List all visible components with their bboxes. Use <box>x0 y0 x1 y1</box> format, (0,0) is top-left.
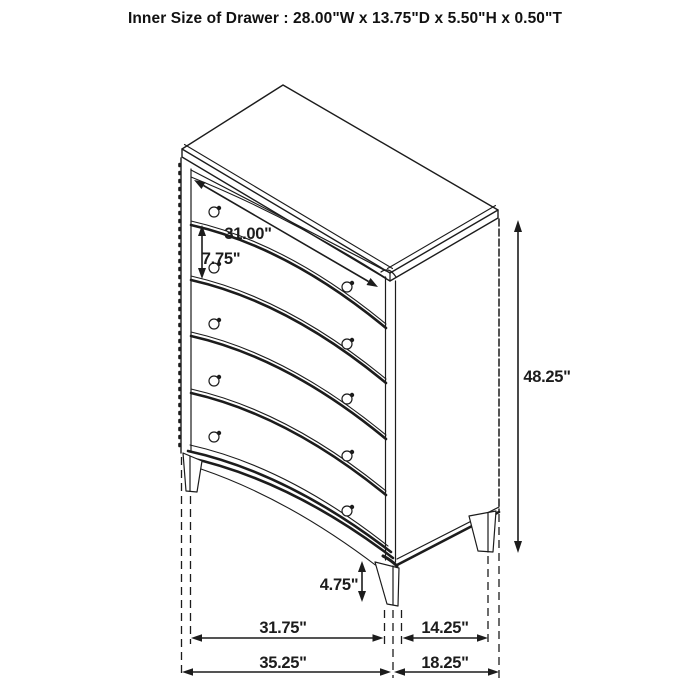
knob <box>342 393 354 404</box>
knob <box>342 450 354 461</box>
corner-post <box>381 270 396 562</box>
dim-label-overall-height: 48.25" <box>523 368 571 386</box>
knob <box>342 505 354 516</box>
dim-label-overall-depth: 18.25" <box>421 654 469 672</box>
rear-right-leg <box>469 511 496 552</box>
dim-label-side-leg-span: 14.25" <box>421 619 469 637</box>
base-rail <box>186 445 397 567</box>
knob <box>342 338 354 349</box>
knob <box>342 281 354 292</box>
dim-label-overall-width: 35.25" <box>259 654 307 672</box>
drawer-divider-3-shadow <box>191 336 386 439</box>
drawer-divider-4-shadow <box>191 393 386 495</box>
drawer-divider-2-shadow <box>191 280 386 383</box>
dim-overall-height <box>514 220 522 553</box>
chest-illustration <box>180 85 500 606</box>
dim-leg-height <box>358 561 366 602</box>
left-edge-stile <box>180 158 192 453</box>
knob <box>209 375 221 386</box>
extension-lines <box>182 457 500 678</box>
knob <box>209 318 221 329</box>
dim-label-leg-height: 4.75" <box>319 576 359 594</box>
drawer-divider-2 <box>191 276 386 379</box>
dim-label-drawer-width: 31.00" <box>224 225 272 243</box>
drawer-divider-3 <box>191 332 386 435</box>
page-title: Inner Size of Drawer : 28.00"W x 13.75"D x 5.50"H x 0.50"T <box>127 10 563 27</box>
dim-label-front-leg-span: 31.75" <box>259 619 307 637</box>
knob <box>209 431 221 442</box>
knob <box>209 206 221 217</box>
front-center-leg <box>375 562 399 606</box>
dim-label-drawer-height: 7.75" <box>201 250 241 268</box>
